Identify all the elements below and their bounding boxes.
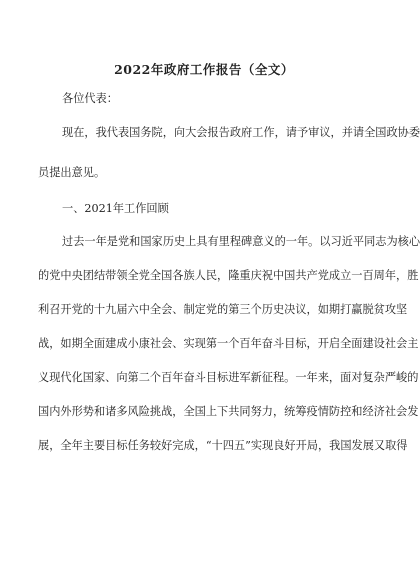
paragraph-line: 战，如期全面建成小康社会、实现第一个百年奋斗目标，开启全面建设社会主 [38,337,419,350]
section-heading: 一、2021年工作回顾 [62,202,169,215]
paragraph-line: 的党中央团结带领全党全国各族人民，隆重庆祝中国共产党成立一百周年，胜 [38,269,419,282]
salutation: 各位代表： [62,92,118,105]
document-title: 2022年政府工作报告（全文） [114,62,294,77]
paragraph-line: 展，全年主要目标任务较好完成，“十四五”实现良好开局，我国发展又取得 [38,439,408,452]
paragraph-line: 员提出意见。 [38,166,106,179]
paragraph-line: 利召开党的十九届六中全会、制定党的第三个历史决议，如期打赢脱贫攻坚 [38,303,408,316]
paragraph-line: 国内外形势和诸多风险挑战，全国上下共同努力，统筹疫情防控和经济社会发 [38,405,419,418]
paragraph-line: 现在，我代表国务院，向大会报告政府工作，请予审议，并请全国政协委 [62,126,420,139]
paragraph-line: 过去一年是党和国家历史上具有里程碑意义的一年。以习近平同志为核心 [62,235,420,248]
paragraph-line: 义现代化国家、向第二个百年奋斗目标进军新征程。一年来，面对复杂严峻的 [38,371,419,384]
